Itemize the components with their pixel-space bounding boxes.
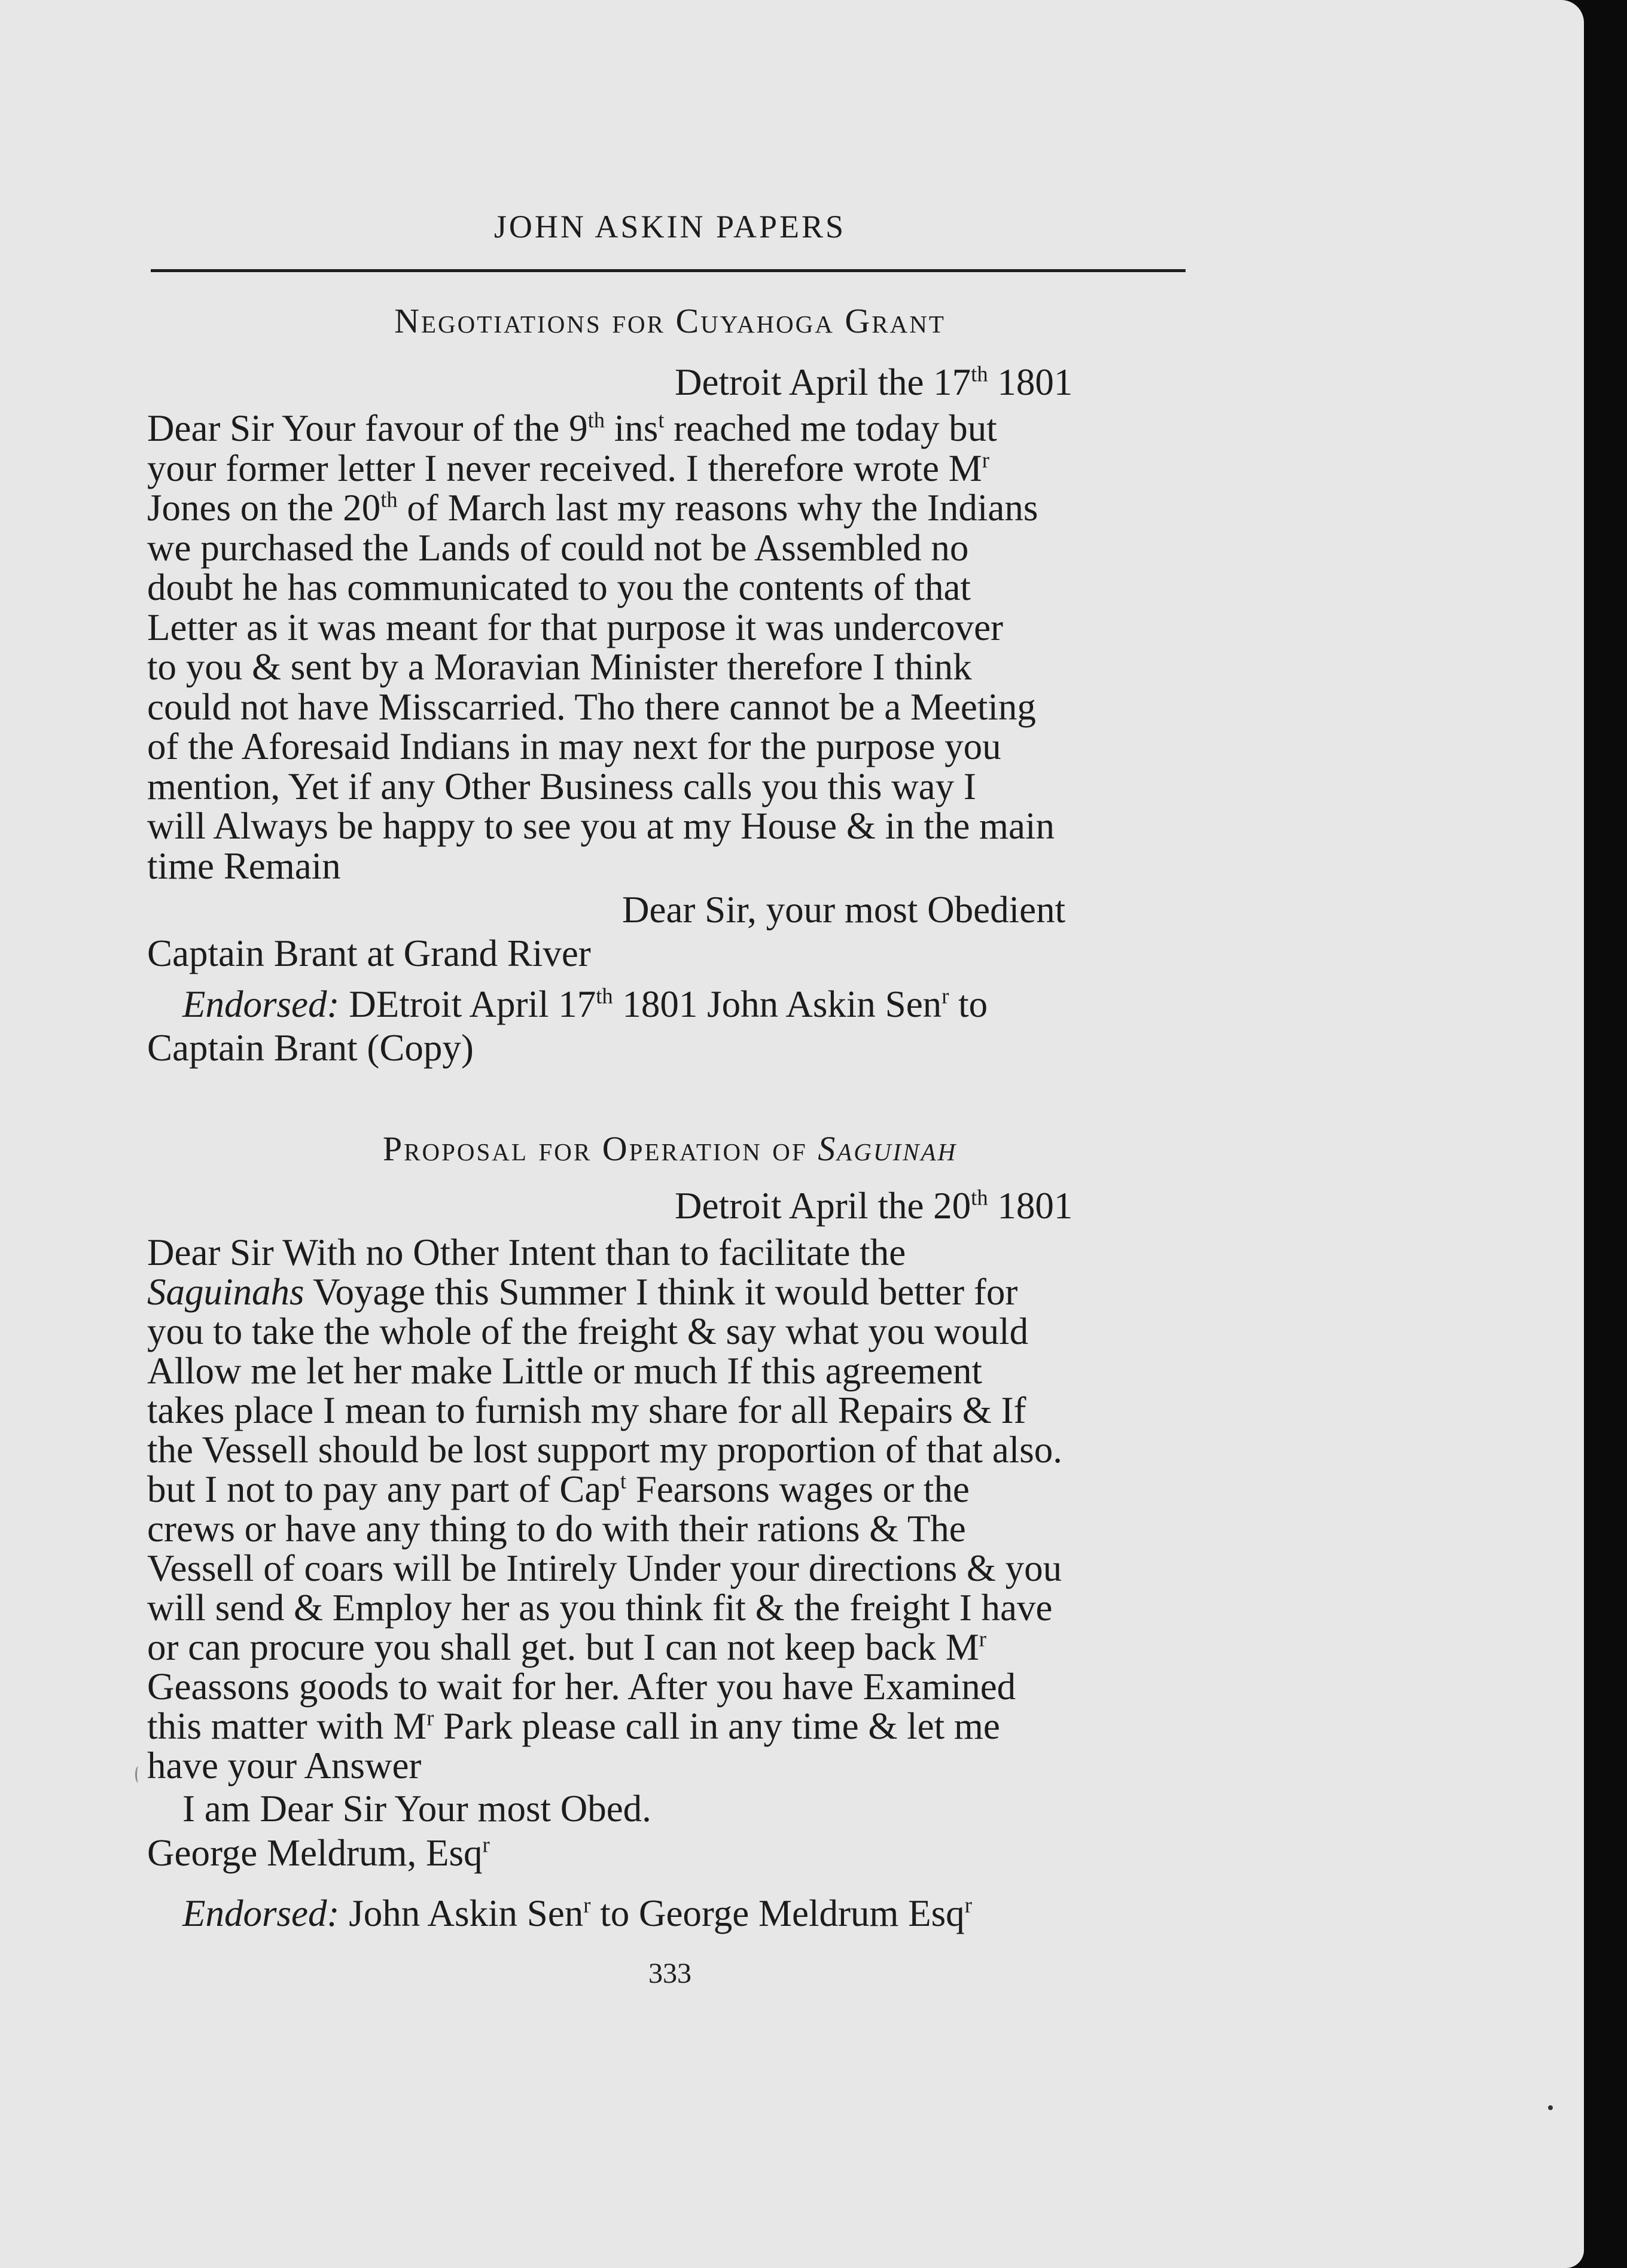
letter2-body-run: takes place I mean to furnish my share for all Repairs & If	[147, 1389, 1026, 1431]
letter2-addressee-line	[147, 1831, 1188, 1875]
letter1-body-line	[147, 566, 1188, 609]
letter2-endorsement-run: John Askin Sen	[339, 1892, 584, 1934]
header-rule	[151, 269, 1186, 272]
letter2-endorsement-run: r	[964, 1892, 972, 1918]
letter2-body-line	[147, 1389, 1188, 1432]
letter1-body-run: will Always be happy to see you at my House & in the main	[147, 805, 1055, 847]
letter1-endorsement-run: 1801 John Askin Sen	[613, 983, 942, 1025]
letter2-body-line	[147, 1310, 1188, 1354]
letter2-endorsed-label: Endorsed:	[182, 1892, 340, 1934]
letter2-endorsement-run: r	[583, 1892, 591, 1918]
letter2-endorsement-run: to George Meldrum Esq	[590, 1892, 965, 1934]
letter1-body-run: Jones on the 20	[147, 487, 381, 529]
letter2-body-run: Saguinahs	[147, 1271, 304, 1313]
letter1-endorsement-run: to	[949, 983, 988, 1025]
letter1-body-run: th	[587, 407, 605, 432]
letter2-body-run: r	[426, 1705, 434, 1730]
letter1-endorsement-run: th	[596, 983, 613, 1008]
letter2-addressee-run: George Meldrum, Esq	[147, 1832, 483, 1874]
letter2-body-line	[147, 1349, 1188, 1393]
letter2-date-year: 1801	[988, 1185, 1073, 1227]
running-head: JOHN ASKIN PAPERS	[493, 209, 846, 245]
letter2-body-run: but I not to pay any part of Cap	[147, 1468, 620, 1510]
letter2-body-run: Dear Sir With no Other Intent than to facilitate the	[147, 1231, 906, 1273]
letter2-closing: I am Dear Sir Your most Obed.	[182, 1788, 651, 1830]
letter1-body-line	[147, 447, 1188, 490]
letter2-body-run: Voyage this Summer I think it would better for	[304, 1271, 1018, 1313]
letter2-body-run: Allow me let her make Little or much If this agreement	[147, 1350, 983, 1392]
letter2-body-run: Vessell of coars will be Intirely Under your directions & you	[147, 1547, 1062, 1589]
letter2-body-line	[147, 1428, 1188, 1472]
letter1-body-line	[147, 407, 1188, 450]
letter1-body-line	[147, 526, 1188, 570]
letter1-addressee: Captain Brant at Grand River	[147, 932, 591, 974]
letter1-body-run: of March last my reasons why the Indians	[397, 487, 1038, 529]
letter1-body-run: r	[982, 447, 989, 472]
letter1-body-run: of the Aforesaid Indians in may next for the purpose you	[147, 725, 1001, 767]
letter2-body-line	[147, 1705, 1188, 1748]
letter1-body-run: mention, Yet if any Other Business calls you this way I	[147, 765, 976, 807]
letter2-body-line	[147, 1231, 1188, 1275]
letter1-body-line	[147, 645, 1188, 689]
letter2-body-run: or can procure you shall get. but I can not keep back M	[147, 1626, 979, 1668]
letter1-endorsement-run: Captain Brant (Copy)	[147, 1027, 474, 1069]
letter1-body-run: to you & sent by a Moravian Minister therefore I think	[147, 646, 972, 688]
letter2-endorsement-line	[182, 1892, 1223, 1935]
letter2-body-run: this matter with M	[147, 1705, 427, 1747]
letter1-dateline	[675, 361, 1189, 404]
letter1-body-run: Letter as it was meant for that purpose it was undercover	[147, 606, 1004, 648]
letter2-body-run: t	[620, 1468, 626, 1493]
letter2-body-line	[147, 1270, 1188, 1314]
letter2-body-run: the Vessell should be lost support my proportion of that also.	[147, 1429, 1062, 1471]
letter1-title: Negotiations for Cuyahoga Grant	[394, 301, 946, 340]
letter1-body-line	[147, 606, 1188, 650]
letter1-body-line	[147, 725, 1188, 769]
letter1-body-line	[147, 845, 1188, 888]
letter2-body-run: have your Answer	[147, 1745, 422, 1787]
letter1-endorsed-label: Endorsed:	[182, 983, 340, 1025]
letter2-body-line	[147, 1665, 1188, 1709]
letter2-body-line	[147, 1626, 1188, 1669]
letter2-addressee-run: r	[482, 1832, 490, 1857]
letter1-body-run: time Remain	[147, 845, 341, 887]
letter1-endorsement-line	[147, 1026, 1188, 1070]
corner-mark	[1548, 2105, 1553, 2110]
letter1-date-text: Detroit April the 17	[675, 361, 971, 403]
letter1-body-line	[147, 486, 1188, 530]
letter2-dateline	[675, 1184, 1189, 1228]
letter1-endorsement-run: DEtroit April 17	[339, 983, 596, 1025]
letter2-date-sup: th	[971, 1185, 988, 1210]
letter1-body-run: we purchased the Lands of could not be Assembled no	[147, 526, 969, 569]
letter2-date-text: Detroit April the 20	[675, 1185, 971, 1227]
letter2-body-run: Fearsons wages or the	[626, 1468, 970, 1510]
letter1-body-run: th	[380, 487, 398, 512]
letter1-body-line	[147, 765, 1188, 809]
letter2-title	[150, 1129, 1190, 1169]
letter2-body-line	[147, 1586, 1188, 1630]
letter1-body-line	[147, 685, 1188, 729]
letter1-endorsement-run: r	[942, 983, 949, 1008]
letter2-body-run: Park please call in any time & let me	[434, 1705, 1000, 1747]
letter2-body-line	[147, 1744, 1188, 1788]
letter1-body-run: your former letter I never received. I therefore wrote M	[147, 447, 982, 489]
letter2-body-run: Geassons goods to wait for her. After you have Examined	[147, 1666, 1016, 1708]
letter2-body-line	[147, 1547, 1188, 1590]
letter1-body-run: ins	[605, 407, 659, 449]
letter1-body-run: t	[658, 407, 665, 432]
letter1-date-year: 1801	[988, 361, 1073, 403]
page-number: 333	[648, 1958, 691, 1989]
letter2-title-text: Proposal for Operation of	[382, 1129, 818, 1168]
letter1-endorsement-line	[182, 983, 1223, 1026]
letter2-body-line	[147, 1507, 1188, 1551]
letter1-body-run: doubt he has communicated to you the contents of that	[147, 566, 971, 608]
letter2-body-run: crews or have any thing to do with their rations & The	[147, 1508, 966, 1550]
letter1-body-line	[147, 804, 1188, 848]
letter2-body-run: r	[979, 1626, 986, 1651]
letter2-body-line	[147, 1468, 1188, 1511]
letter2-body-run: will send & Employ her as you think fit & the freight I have	[147, 1587, 1053, 1629]
letter1-closing: Dear Sir, your most Obedient	[622, 889, 1066, 931]
letter1-date-sup: th	[971, 361, 988, 386]
letter2-body-run: you to take the whole of the freight & say what you would	[147, 1310, 1029, 1352]
letter1-body-run: could not have Misscarried. Tho there cannot be a Meeting	[147, 685, 1036, 728]
letter1-body-run: reached me today but	[664, 407, 997, 449]
letter1-body-run: Dear Sir Your favour of the 9	[147, 407, 588, 449]
margin-mark	[135, 1766, 142, 1783]
letter2-title-ship: Saguinah	[818, 1129, 958, 1168]
